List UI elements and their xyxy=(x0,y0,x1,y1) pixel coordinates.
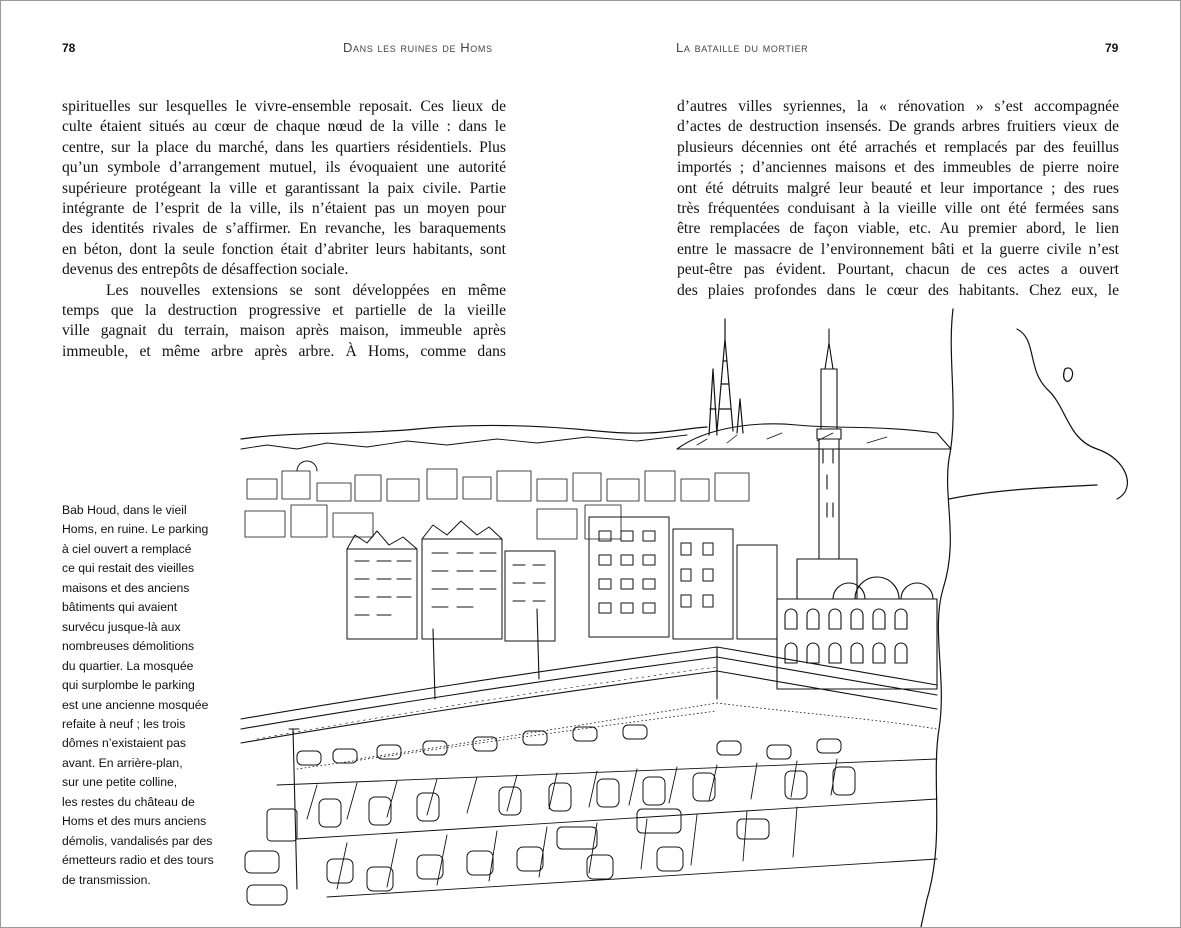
caption-line: maisons et des anciens xyxy=(62,580,190,595)
caption-line: du quartier. La mosquée xyxy=(62,658,194,673)
running-head-left: Dans les ruines de Homs xyxy=(343,40,493,55)
text-line: supérieure protégeant la ville et garantissant la paix civile. Partie xyxy=(62,179,506,197)
transmission-towers xyxy=(709,319,743,435)
text-line: importés ; d’anciennes maisons et des immeubles de pierre noire xyxy=(677,159,1119,177)
caption-line: est une ancienne mosquée xyxy=(62,697,209,712)
text-line: spirituelles sur lesquelles le vivre-ensemble reposait. Ces lieux de xyxy=(62,98,506,115)
text-line: peut-être pas évident. Pourtant, chacun de ces actes a ouvert xyxy=(677,261,1119,279)
text-line: entre le massacre de l’environnement bâti et la guerre civile n’est xyxy=(677,240,1119,258)
castle-hill xyxy=(677,424,951,449)
parking-lines xyxy=(277,759,937,897)
illustration-caption xyxy=(62,501,232,890)
running-head-right: La bataille du mortier xyxy=(676,40,809,55)
caption-line: à ciel ouvert a remplacé xyxy=(62,541,192,556)
mosque xyxy=(777,329,937,689)
parking-wall xyxy=(241,647,937,769)
torn-edge xyxy=(921,309,1127,927)
text-line: plusieurs décennies ont été arrachés et remplacés par des feuillus xyxy=(677,138,1119,156)
caption-line: de transmission. xyxy=(62,872,151,887)
modern-buildings xyxy=(589,517,777,639)
text-line: d’autres villes syriennes, la « rénovation » s’est accompagnée xyxy=(677,98,1119,115)
text-line: immeuble, et même arbre après arbre. À Homs, comme dans xyxy=(62,342,506,360)
caption-line: qui surplombe le parking xyxy=(62,678,195,693)
text-line: des identités rivales de s’affirmer. En revanche, les baraquements xyxy=(62,220,506,238)
caption-line: sur une petite colline, xyxy=(62,775,178,790)
text-line: d’actes de destruction insensés. De grands arbres fruitiers vieux de xyxy=(677,118,1119,136)
caption-line: Homs et des murs anciens xyxy=(62,814,207,829)
page-number-right: 79 xyxy=(1105,41,1119,55)
text-line: devenus des entrepôts de désaffection sociale. xyxy=(62,261,349,279)
caption-line: dômes n’existaient pas xyxy=(62,736,186,751)
caption-line: avant. En arrière-plan, xyxy=(62,755,183,770)
caption-line: Homs, en ruine. Le parking xyxy=(62,522,209,537)
text-line: ville gagnait du terrain, maison après maison, immeuble après xyxy=(62,322,506,340)
text-line: intégrante de l’esprit de la ville, ils n’étaient pas un moyen pour xyxy=(62,199,506,217)
text-line: temps que la destruction progressive et partielle de la vieille xyxy=(62,301,506,319)
right-page-body-text xyxy=(677,97,1119,301)
lamp-posts xyxy=(289,609,539,889)
bab-houd-sketch xyxy=(237,299,1181,927)
text-line: des plaies profondes dans le cœur des habitants. Chez eux, le xyxy=(677,281,1119,299)
parked-cars xyxy=(245,725,855,905)
ruined-blocks xyxy=(347,521,555,641)
caption-line: survécu jusque-là aux xyxy=(62,619,181,634)
text-line: être remplacées de façon viable, etc. Au premier abord, le lien xyxy=(677,220,1119,238)
text-line: en béton, dont la seule fonction était d’abriter leurs habitants, sont xyxy=(62,240,506,258)
caption-line: Bab Houd, dans le vieil xyxy=(62,503,187,517)
caption-line: les restes du château de xyxy=(62,794,195,809)
horizon-line xyxy=(241,425,707,439)
caption-line: ce qui restait des vieilles xyxy=(62,561,195,576)
caption-line: nombreuses démolitions xyxy=(62,639,195,654)
text-line: culte étaient situés au cœur de chaque nœud de la ville : dans le xyxy=(62,118,506,136)
caption-line: émetteurs radio et des tours xyxy=(62,853,214,868)
text-line: très fréquentées conduisant à la vieille ville ont été fermées sans xyxy=(677,199,1119,217)
caption-line: bâtiments qui avaient xyxy=(62,600,178,615)
text-line: Les nouvelles extensions se sont développées en même xyxy=(106,281,506,299)
caption-line: démolis, vandalisés par des xyxy=(62,833,213,848)
page-number-left: 78 xyxy=(62,41,76,55)
old-city-roofs xyxy=(245,461,749,539)
text-line: qu’un symbole d’arrangement mutuel, ils évoquaient une autorité xyxy=(62,159,506,177)
text-line: ont été détruits malgré leur beauté et leur importance ; des rues xyxy=(677,179,1119,197)
caption-line: refaite à neuf ; les trois xyxy=(62,716,186,731)
text-line: centre, sur la place du marché, dans les quartiers résidentiels. Plus xyxy=(62,138,506,156)
